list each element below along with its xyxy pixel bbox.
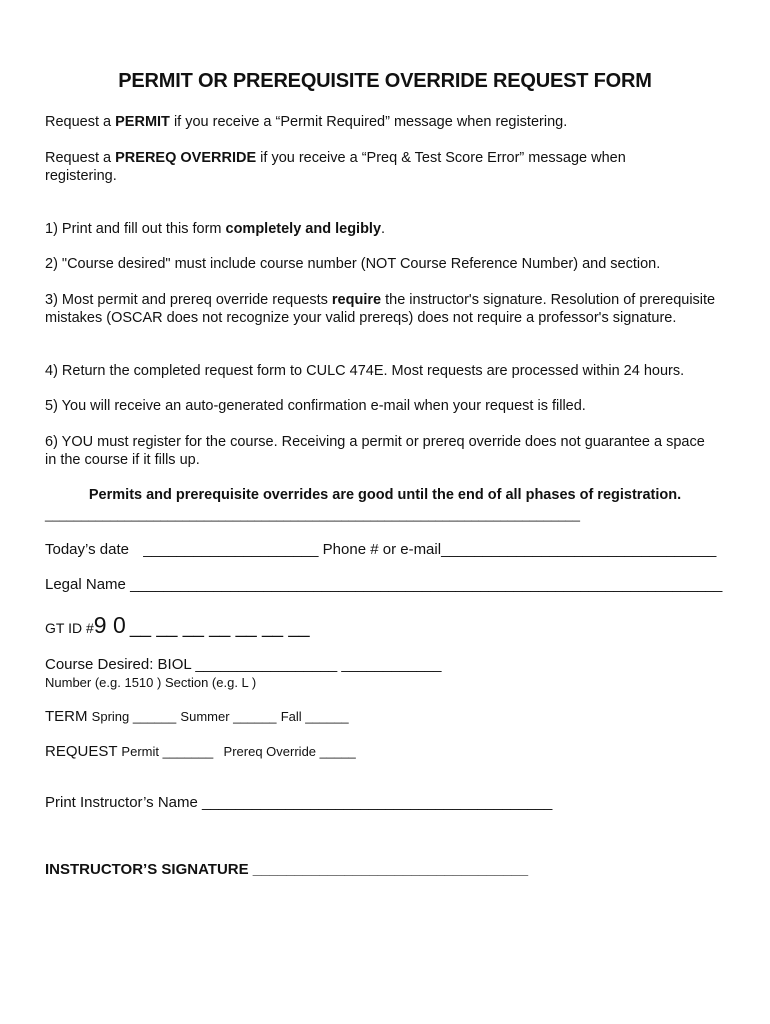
course-number-field[interactable]: _________________	[195, 656, 338, 673]
instruction-5: 5) You will receive an auto-generated confirmation e-mail when your request is filled.	[45, 398, 586, 414]
request-permit-field[interactable]: Permit _______	[121, 744, 214, 759]
term-row	[45, 708, 349, 725]
gt-id-label: GT ID #	[45, 620, 94, 636]
divider-line: __________________________________________________________________________	[45, 507, 581, 522]
intro-prereq-bold: PREREQ OVERRIDE	[115, 150, 257, 166]
gt-id-field[interactable]: __ __ __ __ __ __ __	[129, 617, 310, 638]
instructor-name-label: Print Instructor’s Name	[45, 794, 198, 811]
course-section-field[interactable]: ____________	[341, 656, 442, 673]
signature-field[interactable]: _________________________________	[252, 861, 529, 878]
instruction-1-pre: 1) Print and fill out this form	[45, 221, 226, 237]
instruction-6: 6) YOU must register for the course. Receiving a permit or prereq override does not guarantee a space in the course if it fills up.	[45, 434, 705, 468]
instruction-3-post: the instructor's signature. Resolution of prerequisite mistakes (OSCAR does not recognize your valid prereqs) does not require a professor's signature.	[45, 292, 716, 326]
term-summer-field[interactable]: Summer ______	[180, 709, 277, 724]
instructor-name-row	[45, 794, 552, 811]
intro-prereq-post: if you receive a “Preq & Test Score Error” message when registering.	[45, 150, 626, 184]
request-prereq-field[interactable]: Prereq Override _____	[223, 744, 356, 759]
signature-row	[45, 861, 528, 878]
legal-name-label: Legal Name	[45, 576, 126, 593]
intro-permit-bold: PERMIT	[115, 114, 170, 130]
intro-prereq-pre: Request a	[45, 150, 116, 166]
course-label: Course Desired: BIOL	[45, 656, 192, 673]
phone-field[interactable]: _________________________________	[441, 541, 717, 558]
request-label: REQUEST	[45, 743, 118, 760]
legal-name-row	[45, 576, 722, 593]
instructor-name-field[interactable]: __________________________________________	[202, 794, 553, 811]
instruction-3-pre: 3) Most permit and prereq override requests	[45, 292, 332, 308]
gt-id-prefix-digits: 9 0	[93, 612, 126, 638]
intro-permit-post: if you receive a “Permit Required” message when registering.	[169, 114, 568, 130]
phone-label: Phone # or e-mail	[322, 541, 442, 558]
date-label: Today’s date	[45, 541, 129, 558]
date-field[interactable]: _____________________	[143, 541, 319, 558]
instruction-2: 2) "Course desired" must include course number (NOT Course Reference Number) and section.	[45, 256, 661, 272]
course-hint: Number (e.g. 1510 ) Section (e.g. L )	[45, 675, 257, 690]
intro-prereq	[45, 149, 685, 185]
term-label: TERM	[45, 708, 88, 725]
instruction-1-bold: completely and legibly	[225, 221, 382, 237]
validity-notice: Permits and prerequisite overrides are good until the end of all phases of registration.	[88, 487, 682, 503]
instruction-4: 4) Return the completed request form to CULC 474E. Most requests are processed within 24 hours.	[45, 363, 685, 379]
gt-id-row	[45, 612, 310, 639]
legal-name-field[interactable]: _______________________________________________________________________	[130, 576, 723, 593]
instruction-1	[45, 220, 385, 238]
intro-permit	[45, 113, 567, 131]
instruction-3-bold: require	[331, 292, 382, 308]
instruction-3	[45, 291, 735, 327]
intro-permit-pre: Request a	[45, 114, 116, 130]
term-fall-field[interactable]: Fall ______	[280, 709, 349, 724]
course-row	[45, 656, 441, 673]
signature-label: INSTRUCTOR’S SIGNATURE	[45, 861, 249, 878]
term-spring-field[interactable]: Spring ______	[91, 709, 177, 724]
instruction-1-post: .	[381, 221, 386, 237]
date-phone-row	[45, 541, 716, 558]
form-title: PERMIT OR PREREQUISITE OVERRIDE REQUEST FORM	[118, 70, 652, 92]
request-row	[45, 743, 356, 760]
